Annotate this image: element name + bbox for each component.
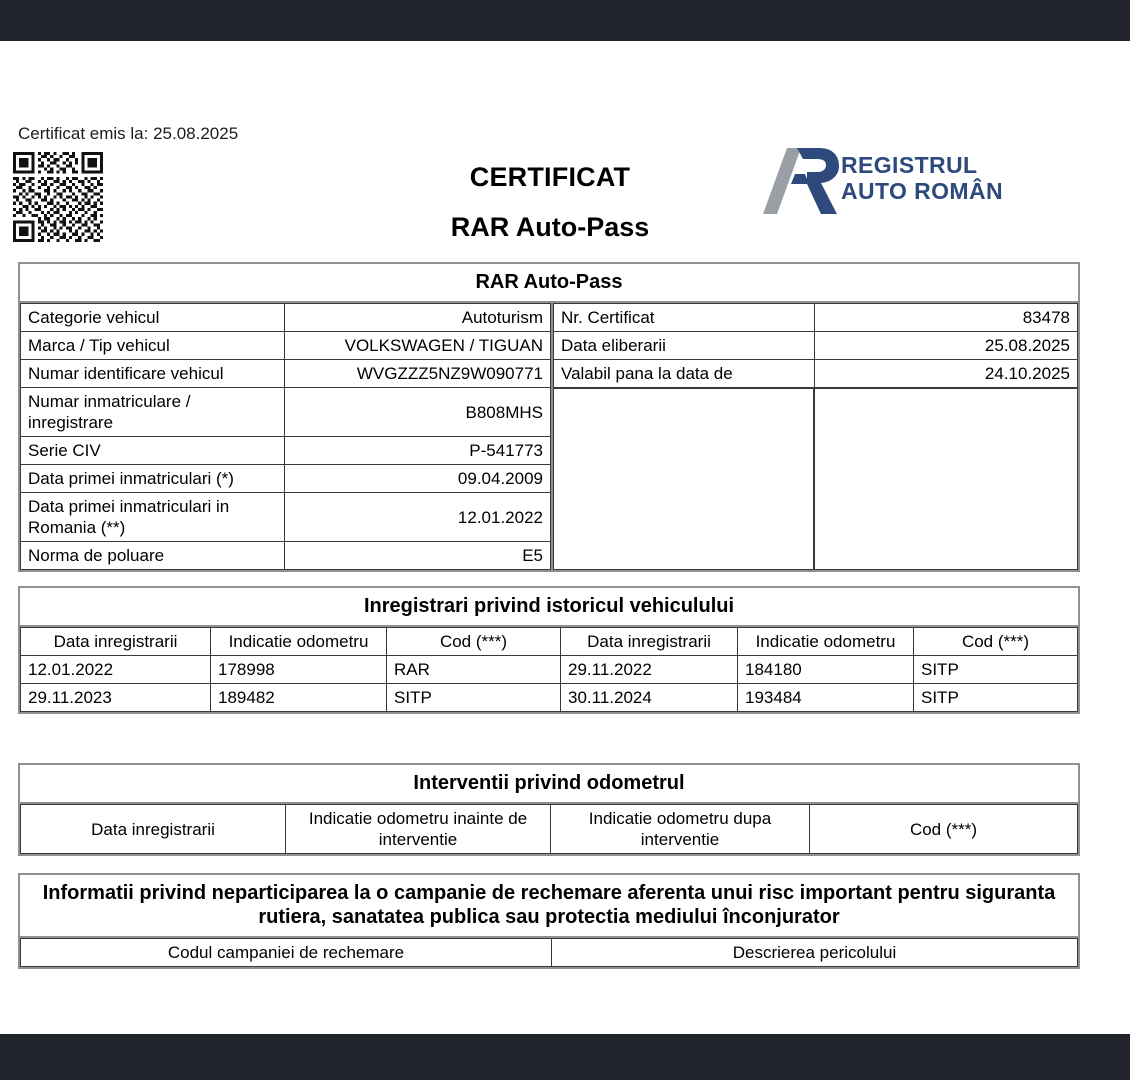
- rar-monogram-icon: [757, 144, 845, 216]
- vehicle-details-column: [20, 303, 553, 570]
- column-header: Cod (***): [914, 628, 1078, 656]
- vehicle-detail-label: Serie CIV: [21, 437, 285, 465]
- vehicle-detail-value: WVGZZZ5NZ9W090771: [285, 360, 551, 388]
- page-subtitle: RAR Auto-Pass: [450, 212, 650, 242]
- vehicle-details-body: [21, 304, 551, 570]
- vehicle-details-table: [20, 303, 551, 570]
- table-cell: 30.11.2024: [561, 684, 738, 712]
- table-row: [554, 304, 1078, 332]
- table-row: [21, 493, 551, 542]
- vehicle-detail-value: 12.01.2022: [285, 493, 551, 542]
- vehicle-detail-value: 09.04.2009: [285, 465, 551, 493]
- vehicle-detail-label: Categorie vehicul: [21, 304, 285, 332]
- certificate-empty-area: [553, 388, 1078, 570]
- vehicle-detail-value: P-541773: [285, 437, 551, 465]
- certificate-details-body: [554, 304, 1078, 388]
- table-row: [21, 332, 551, 360]
- table-row: [21, 360, 551, 388]
- certificate-empty-cell-left: [553, 388, 814, 570]
- vehicle-detail-label: Numar inmatriculare / inregistrare: [21, 388, 285, 437]
- certificate-detail-value: 83478: [815, 304, 1078, 332]
- vehicle-detail-value: VOLKSWAGEN / TIGUAN: [285, 332, 551, 360]
- table-row: [554, 332, 1078, 360]
- history-body: [21, 656, 1078, 712]
- rar-logo: [757, 144, 1017, 216]
- vehicle-detail-label: Norma de poluare: [21, 542, 285, 570]
- table-row: [21, 656, 1078, 684]
- table-row: [21, 465, 551, 493]
- recall-head: [21, 939, 1078, 967]
- certificate-detail-value: 24.10.2025: [815, 360, 1078, 388]
- column-header: Cod (***): [810, 805, 1078, 854]
- odometer-title: Interventii privind odometrul: [413, 772, 685, 794]
- certificate-details-table: [553, 303, 1078, 388]
- column-header: Data inregistrarii: [21, 628, 211, 656]
- column-header: Indicatie odometru: [211, 628, 387, 656]
- vehicle-detail-value: Autoturism: [285, 304, 551, 332]
- column-header: Data inregistrarii: [21, 805, 286, 854]
- vehicle-detail-label: Data primei inmatriculari in Romania (**): [21, 493, 285, 542]
- table-cell: 178998: [211, 656, 387, 684]
- certificate-details-column: [553, 303, 1078, 570]
- table-cell: 12.01.2022: [21, 656, 211, 684]
- column-header: Cod (***): [387, 628, 561, 656]
- table-row: [21, 437, 551, 465]
- column-header: Codul campaniei de rechemare: [21, 939, 552, 967]
- certificate-detail-label: Data eliberarii: [554, 332, 815, 360]
- top-letterbox-bar: [0, 0, 1130, 41]
- history-block: [18, 586, 1080, 714]
- table-cell: SITP: [387, 684, 561, 712]
- rar-logo-line2: AUTO ROMÂN: [841, 178, 1004, 204]
- table-cell: RAR: [387, 656, 561, 684]
- vehicle-detail-value: E5: [285, 542, 551, 570]
- issue-date-line: Certificat emis la: 25.08.2025: [18, 124, 239, 143]
- column-header: Indicatie odometru: [738, 628, 914, 656]
- table-cell: SITP: [914, 684, 1078, 712]
- column-header: Data inregistrarii: [561, 628, 738, 656]
- certificate-detail-value: 25.08.2025: [815, 332, 1078, 360]
- main-info-block: [18, 262, 1080, 572]
- history-head: [21, 628, 1078, 656]
- certificate-detail-label: Nr. Certificat: [554, 304, 815, 332]
- rar-logo-line1: REGISTRUL: [841, 152, 978, 178]
- vehicle-detail-label: Data primei inmatriculari (*): [21, 465, 285, 493]
- table-cell: 184180: [738, 656, 914, 684]
- recall-title: Informatii privind neparticiparea la o campanie de rechemare aferenta unui risc important pentru siguranta rutiera, sanatatea publica sau protectia mediului înconjurator: [42, 882, 1056, 928]
- qr-code-icon: [13, 152, 103, 242]
- table-cell: 29.11.2023: [21, 684, 211, 712]
- page-title: CERTIFICAT: [469, 162, 631, 192]
- column-header: Indicatie odometru dupa interventie: [551, 805, 810, 854]
- table-row: [21, 542, 551, 570]
- certificate-detail-label: Valabil pana la data de: [554, 360, 815, 388]
- vehicle-detail-label: Marca / Tip vehicul: [21, 332, 285, 360]
- table-header-row: [21, 805, 1078, 854]
- recall-table: [20, 938, 1078, 967]
- vehicle-detail-value: B808MHS: [285, 388, 551, 437]
- table-header-row: [21, 939, 1078, 967]
- vehicle-detail-label: Numar identificare vehicul: [21, 360, 285, 388]
- odometer-block: [18, 763, 1080, 856]
- history-title: Inregistrari privind istoricul vehiculului: [363, 595, 735, 617]
- main-info-header: RAR Auto-Pass: [475, 271, 623, 293]
- certificate-page: [0, 41, 1130, 1034]
- column-header: Indicatie odometru inainte de interventie: [286, 805, 551, 854]
- table-row: [554, 360, 1078, 388]
- table-cell: 193484: [738, 684, 914, 712]
- column-header: Descrierea pericolului: [552, 939, 1078, 967]
- table-cell: 29.11.2022: [561, 656, 738, 684]
- table-cell: SITP: [914, 656, 1078, 684]
- table-row: [21, 304, 551, 332]
- table-row: [21, 684, 1078, 712]
- rar-logo-text: [841, 152, 1003, 204]
- odometer-table: [20, 804, 1078, 854]
- table-cell: 189482: [211, 684, 387, 712]
- odometer-head: [21, 805, 1078, 854]
- history-table: [20, 627, 1078, 712]
- table-row: [21, 388, 551, 437]
- recall-block: [18, 873, 1080, 969]
- bottom-letterbox-bar: [0, 1034, 1130, 1080]
- table-header-row: [21, 628, 1078, 656]
- certificate-empty-cell-right: [814, 388, 1078, 570]
